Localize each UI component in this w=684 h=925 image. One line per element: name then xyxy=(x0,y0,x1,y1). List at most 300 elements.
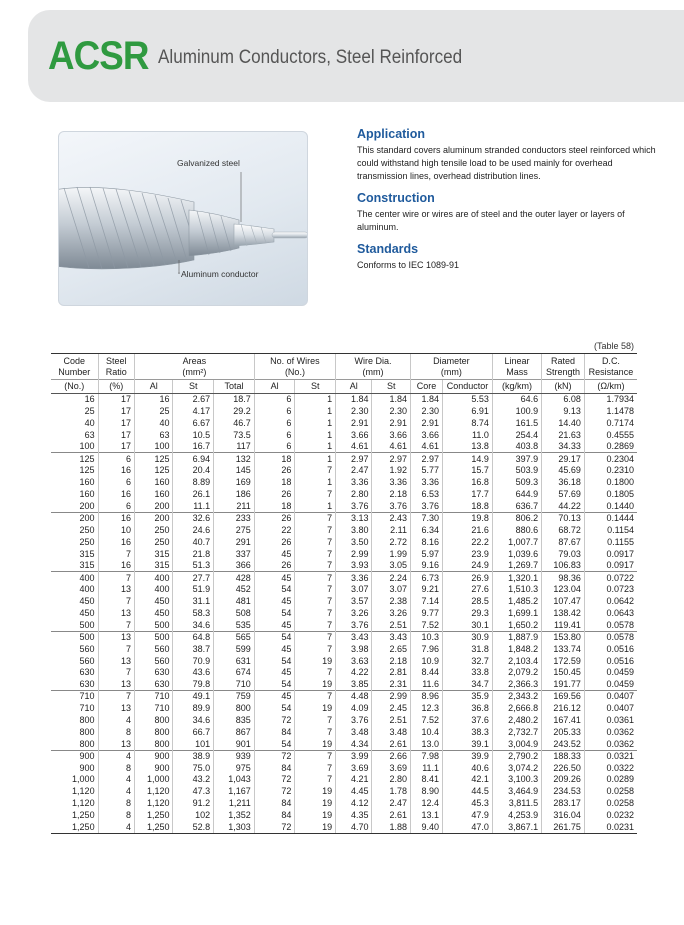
table-cell: 7 xyxy=(295,667,336,679)
table-cell: 54 xyxy=(254,679,295,691)
table-cell: 2.99 xyxy=(372,691,411,703)
table-cell: 7.30 xyxy=(410,512,442,524)
table-cell: 51.9 xyxy=(173,584,214,596)
table-cell: 0.1800 xyxy=(584,477,637,489)
table-cell: 133.74 xyxy=(542,643,585,655)
table-cell: 0.0258 xyxy=(584,786,637,798)
table-cell: 1.92 xyxy=(372,465,411,477)
table-cell: 27.6 xyxy=(443,584,493,596)
table-cell: 4 xyxy=(98,822,134,834)
table-cell: 2.80 xyxy=(336,489,372,501)
table-cell: 167.41 xyxy=(542,715,585,727)
table-cell: 3.07 xyxy=(372,584,411,596)
table-cell: 0.1444 xyxy=(584,512,637,524)
table-cell: 87.67 xyxy=(542,536,585,548)
th-steel-ratio: Steel Ratio xyxy=(98,354,134,380)
table-cell: 13 xyxy=(98,631,134,643)
table-cell: 2.61 xyxy=(372,810,411,822)
table-cell: 599 xyxy=(214,643,255,655)
table-cell: 16 xyxy=(98,560,134,572)
table-cell: 7 xyxy=(295,691,336,703)
table-cell: 6.08 xyxy=(542,394,585,406)
table-cell: 45.3 xyxy=(443,798,493,810)
table-cell: 13 xyxy=(98,655,134,667)
table-cell: 26 xyxy=(254,536,295,548)
table-cell: 34.6 xyxy=(173,715,214,727)
table-cell: 17 xyxy=(98,441,134,453)
table-cell: 0.0917 xyxy=(584,548,637,560)
table-cell: 0.4555 xyxy=(584,429,637,441)
table-cell: 0.1154 xyxy=(584,524,637,536)
table-cell: 125 xyxy=(134,453,173,465)
table-cell: 161.5 xyxy=(492,417,541,429)
table-cell: 0.0516 xyxy=(584,655,637,667)
table-cell: 2.18 xyxy=(372,489,411,501)
table-cell: 153.80 xyxy=(542,631,585,643)
table-cell: 42.1 xyxy=(443,774,493,786)
table-cell: 4.45 xyxy=(336,786,372,798)
table-cell: 1,848.2 xyxy=(492,643,541,655)
table-row xyxy=(51,560,637,572)
table-cell: 710 xyxy=(214,679,255,691)
table-cell: 34.6 xyxy=(173,619,214,631)
table-cell: 0.2310 xyxy=(584,465,637,477)
table-cell: 2,366.3 xyxy=(492,679,541,691)
table-cell: 6 xyxy=(254,394,295,406)
table-cell: 79.8 xyxy=(173,679,214,691)
table-cell: 8.44 xyxy=(410,667,442,679)
table-cell: 38.7 xyxy=(173,643,214,655)
table-cell: 3.69 xyxy=(336,762,372,774)
table-cell: 101 xyxy=(173,738,214,750)
table-cell: 1.84 xyxy=(372,394,411,406)
table-cell: 630 xyxy=(134,667,173,679)
table-cell: 1 xyxy=(295,501,336,513)
table-cell: 45 xyxy=(254,691,295,703)
table-cell: 3.99 xyxy=(336,750,372,762)
table-cell: 7 xyxy=(295,560,336,572)
table-cell: 1,250 xyxy=(72,810,95,821)
table-cell: 7 xyxy=(295,726,336,738)
table-cell: 16 xyxy=(134,394,173,406)
table-cell: 3,004.9 xyxy=(492,738,541,750)
table-cell: 7.52 xyxy=(410,715,442,727)
table-cell: 14.40 xyxy=(542,417,585,429)
table-cell: 43.2 xyxy=(173,774,214,786)
table-cell: 45 xyxy=(254,572,295,584)
table-cell: 2.97 xyxy=(410,453,442,465)
table-cell: 13 xyxy=(98,584,134,596)
table-cell: 26.9 xyxy=(443,572,493,584)
table-cell: 3.76 xyxy=(336,501,372,513)
table-cell: 1.99 xyxy=(372,548,411,560)
table-cell: 1,167 xyxy=(214,786,255,798)
table-row xyxy=(51,726,637,738)
table-cell: 901 xyxy=(214,738,255,750)
table-cell: 1,043 xyxy=(214,774,255,786)
table-cell: 200 xyxy=(79,500,95,511)
table-row xyxy=(51,703,637,715)
table-cell: 9.77 xyxy=(410,608,442,620)
table-cell: 806.2 xyxy=(492,512,541,524)
table-cell: 45 xyxy=(254,667,295,679)
table-cell: 216.12 xyxy=(542,703,585,715)
table-cell: 560 xyxy=(79,643,95,654)
table-cell: 3.26 xyxy=(336,608,372,620)
table-cell: 233 xyxy=(214,512,255,524)
table-cell: 160 xyxy=(134,489,173,501)
table-cell: 13.0 xyxy=(410,738,442,750)
table-row xyxy=(51,596,637,608)
table-cell: 315 xyxy=(134,560,173,572)
table-row xyxy=(51,524,637,536)
table-cell: 0.0232 xyxy=(584,810,637,822)
table-cell: 16 xyxy=(98,489,134,501)
table-cell: 54 xyxy=(254,703,295,715)
table-cell: 70.13 xyxy=(542,512,585,524)
table-cell: 2,079.2 xyxy=(492,667,541,679)
table-cell: 261.75 xyxy=(542,822,585,834)
table-cell: 8.41 xyxy=(410,774,442,786)
table-cell: 4.17 xyxy=(173,405,214,417)
table-cell: 45.69 xyxy=(542,465,585,477)
table-cell: 8 xyxy=(98,798,134,810)
table-cell: 2.91 xyxy=(372,417,411,429)
table-cell: 835 xyxy=(214,715,255,727)
table-cell: 1.88 xyxy=(372,822,411,834)
table-cell: 1,650.2 xyxy=(492,619,541,631)
table-cell: 123.04 xyxy=(542,584,585,596)
table-cell: 40.6 xyxy=(443,762,493,774)
table-cell: 24.9 xyxy=(443,560,493,572)
table-cell: 45 xyxy=(254,548,295,560)
table-cell: 800 xyxy=(134,738,173,750)
table-cell: 211 xyxy=(214,501,255,513)
table-cell: 57.69 xyxy=(542,489,585,501)
table-row xyxy=(51,536,637,548)
table-cell: 291 xyxy=(214,536,255,548)
table-number: (Table 58) xyxy=(593,341,634,351)
table-cell: 32.6 xyxy=(173,512,214,524)
table-cell: 26 xyxy=(254,512,295,524)
table-cell: 8 xyxy=(98,762,134,774)
table-cell: 3.05 xyxy=(372,560,411,572)
table-cell: 7 xyxy=(295,572,336,584)
table-body xyxy=(51,394,637,834)
table-cell: 47.9 xyxy=(443,810,493,822)
table-cell: 500 xyxy=(79,619,95,630)
table-row xyxy=(51,501,637,513)
table-cell: 2.30 xyxy=(410,405,442,417)
table-cell: 209.26 xyxy=(542,774,585,786)
table-cell: 644.9 xyxy=(492,489,541,501)
table-cell: 106.83 xyxy=(542,560,585,572)
table-cell: 1 xyxy=(295,441,336,453)
table-cell: 7 xyxy=(98,619,134,631)
table-cell: 3.66 xyxy=(336,429,372,441)
unit-cell: (kg/km) xyxy=(492,380,541,394)
table-cell: 6.67 xyxy=(173,417,214,429)
table-cell: 1,211 xyxy=(214,798,255,810)
table-cell: 33.8 xyxy=(443,667,493,679)
table-cell: 254.4 xyxy=(492,429,541,441)
table-cell: 17 xyxy=(98,394,134,406)
table-cell: 1,250 xyxy=(134,810,173,822)
unit-cell: Total xyxy=(214,380,255,394)
table-cell: 3.63 xyxy=(336,655,372,667)
table-cell: 3.98 xyxy=(336,643,372,655)
table-cell: 16 xyxy=(98,512,134,524)
table-cell: 19 xyxy=(295,655,336,667)
table-cell: 403.8 xyxy=(492,441,541,453)
table-cell: 45 xyxy=(254,643,295,655)
table-cell: 2.97 xyxy=(336,453,372,465)
table-cell: 84 xyxy=(254,726,295,738)
table-cell: 1.78 xyxy=(372,786,411,798)
info-panel xyxy=(357,127,657,280)
table-cell: 29.2 xyxy=(214,405,255,417)
table-cell: 250 xyxy=(134,536,173,548)
table-cell: 45 xyxy=(254,619,295,631)
table-cell: 107.47 xyxy=(542,596,585,608)
table-cell: 169.56 xyxy=(542,691,585,703)
table-cell: 91.2 xyxy=(173,798,214,810)
table-cell: 3.76 xyxy=(336,619,372,631)
table-cell: 18 xyxy=(254,453,295,465)
table-cell: 3.50 xyxy=(336,536,372,548)
table-cell: 7 xyxy=(295,750,336,762)
table-cell: 0.0258 xyxy=(584,798,637,810)
table-cell: 186 xyxy=(214,489,255,501)
table-cell: 9.40 xyxy=(410,822,442,834)
table-row xyxy=(51,679,637,691)
table-cell: 19 xyxy=(295,786,336,798)
table-cell: 1.1478 xyxy=(584,405,637,417)
label-aluminum-conductor: Aluminum conductor xyxy=(181,269,259,279)
table-cell: 138.42 xyxy=(542,608,585,620)
table-cell: 5.77 xyxy=(410,465,442,477)
application-title: Application xyxy=(357,127,426,141)
table-cell: 2.47 xyxy=(372,798,411,810)
table-cell: 7 xyxy=(98,691,134,703)
table-cell: 9.13 xyxy=(542,405,585,417)
table-row xyxy=(51,738,637,750)
table-cell: 1.84 xyxy=(336,394,372,406)
table-cell: 560 xyxy=(79,655,95,666)
table-row xyxy=(51,417,637,429)
table-cell: 68.72 xyxy=(542,524,585,536)
table-cell: 205.33 xyxy=(542,726,585,738)
table-cell: 4.22 xyxy=(336,667,372,679)
table-cell: 630 xyxy=(79,679,95,690)
table-cell: 52.8 xyxy=(173,822,214,834)
table-cell: 3,811.5 xyxy=(492,798,541,810)
table-cell: 7 xyxy=(295,643,336,655)
table-cell: 23.9 xyxy=(443,548,493,560)
table-cell: 7.98 xyxy=(410,750,442,762)
table-cell: 2.91 xyxy=(410,417,442,429)
construction-text: The center wire or wires are of steel and the outer layer or layers of aluminum. xyxy=(357,209,625,232)
table-cell: 100.9 xyxy=(492,405,541,417)
table-cell: 20.4 xyxy=(173,465,214,477)
table-cell: 10 xyxy=(98,524,134,536)
table-cell: 3.26 xyxy=(372,608,411,620)
unit-cell: Core xyxy=(410,380,442,394)
table-cell: 2.51 xyxy=(372,619,411,631)
table-cell: 508 xyxy=(214,608,255,620)
table-cell: 7 xyxy=(98,572,134,584)
table-cell: 16 xyxy=(51,394,98,406)
table-cell: 18.7 xyxy=(214,394,255,406)
table-cell: 160 xyxy=(79,477,95,488)
construction-title: Construction xyxy=(357,191,435,205)
table-cell: 13 xyxy=(98,608,134,620)
table-row xyxy=(51,548,637,560)
table-cell: 535 xyxy=(214,619,255,631)
table-cell: 0.0459 xyxy=(584,679,637,691)
table-cell: 315 xyxy=(79,548,95,559)
table-cell: 400 xyxy=(134,572,173,584)
table-cell: 0.0642 xyxy=(584,596,637,608)
table-cell: 3.36 xyxy=(336,572,372,584)
table-cell: 4 xyxy=(98,715,134,727)
table-cell: 0.1440 xyxy=(584,501,637,513)
th-no-of-wires: No. of Wires (No.) xyxy=(254,354,335,380)
table-cell: 1 xyxy=(295,453,336,465)
table-cell: 19 xyxy=(295,798,336,810)
table-cell: 4 xyxy=(98,786,134,798)
label-galvanized-steel: Galvanized steel xyxy=(177,158,240,168)
table-cell: 1,699.1 xyxy=(492,608,541,620)
th-dc-resistance: D.C. Resistance xyxy=(584,354,637,380)
table-cell: 800 xyxy=(214,703,255,715)
table-cell: 3.43 xyxy=(336,631,372,643)
table-cell: 0.0723 xyxy=(584,584,637,596)
table-cell: 2.47 xyxy=(336,465,372,477)
table-cell: 867 xyxy=(214,726,255,738)
table-row xyxy=(51,643,637,655)
table-cell: 2,790.2 xyxy=(492,750,541,762)
table-cell: 125 xyxy=(79,465,95,476)
table-row xyxy=(51,750,637,762)
table-cell: 19 xyxy=(295,679,336,691)
table-cell: 1,039.6 xyxy=(492,548,541,560)
table-cell: 3.07 xyxy=(336,584,372,596)
unit-cell: (%) xyxy=(98,380,134,394)
table-cell: 30.9 xyxy=(443,631,493,643)
table-cell: 21.8 xyxy=(173,548,214,560)
table-cell: 0.0917 xyxy=(584,560,637,572)
table-cell: 7.96 xyxy=(410,643,442,655)
table-cell: 710 xyxy=(79,703,95,714)
table-cell: 3.48 xyxy=(372,726,411,738)
table-cell: 7 xyxy=(98,643,134,655)
unit-cell: (Ω/km) xyxy=(584,380,637,394)
table-cell: 452 xyxy=(214,584,255,596)
table-cell: 0.0643 xyxy=(584,608,637,620)
unit-cell: St xyxy=(173,380,214,394)
table-row xyxy=(51,715,637,727)
table-cell: 337 xyxy=(214,548,255,560)
table-cell: 47.0 xyxy=(443,822,493,834)
table-cell: 25 xyxy=(84,405,95,416)
table-cell: 22.2 xyxy=(443,536,493,548)
table-cell: 0.0289 xyxy=(584,774,637,786)
th-code: Code Number xyxy=(51,354,98,380)
table-cell: 2.51 xyxy=(372,715,411,727)
table-cell: 3.80 xyxy=(336,524,372,536)
table-cell: 2.72 xyxy=(372,536,411,548)
table-cell: 28.5 xyxy=(443,596,493,608)
table-row xyxy=(51,655,637,667)
table-cell: 125 xyxy=(134,465,173,477)
table-row xyxy=(51,786,637,798)
table-cell: 1 xyxy=(295,417,336,429)
table-cell: 35.9 xyxy=(443,691,493,703)
table-cell: 34.33 xyxy=(542,441,585,453)
table-cell: 2.30 xyxy=(372,405,411,417)
table-cell: 1.84 xyxy=(410,394,442,406)
table-cell: 46.7 xyxy=(214,417,255,429)
table-cell: 172.59 xyxy=(542,655,585,667)
th-diameter: Diameter (mm) xyxy=(410,354,492,380)
table-cell: 30.1 xyxy=(443,619,493,631)
table-cell: 72 xyxy=(254,715,295,727)
table-cell: 17.7 xyxy=(443,489,493,501)
table-cell: 22 xyxy=(254,524,295,536)
table-row xyxy=(51,608,637,620)
table-cell: 150.45 xyxy=(542,667,585,679)
table-cell: 5.97 xyxy=(410,548,442,560)
table-cell: 7 xyxy=(295,489,336,501)
table-cell: 6.53 xyxy=(410,489,442,501)
table-cell: 1,320.1 xyxy=(492,572,541,584)
table-cell: 2.18 xyxy=(372,655,411,667)
table-cell: 1,352 xyxy=(214,810,255,822)
table-cell: 54 xyxy=(254,738,295,750)
table-cell: 710 xyxy=(134,691,173,703)
table-cell: 4.48 xyxy=(336,691,372,703)
table-cell: 36.18 xyxy=(542,477,585,489)
table-cell: 6.34 xyxy=(410,524,442,536)
table-cell: 6 xyxy=(98,477,134,489)
table-cell: 4.61 xyxy=(410,441,442,453)
table-row xyxy=(51,441,637,453)
table-cell: 3.76 xyxy=(372,501,411,513)
table-cell: 12.4 xyxy=(410,798,442,810)
table-cell: 481 xyxy=(214,596,255,608)
table-cell: 1,510.3 xyxy=(492,584,541,596)
table-cell: 315 xyxy=(79,560,95,571)
table-cell: 2.91 xyxy=(336,417,372,429)
table-cell: 630 xyxy=(134,679,173,691)
table-cell: 16.7 xyxy=(173,441,214,453)
table-cell: 2.67 xyxy=(173,394,214,406)
table-cell: 900 xyxy=(51,750,98,762)
table-cell: 3.69 xyxy=(372,762,411,774)
table-cell: 54 xyxy=(254,584,295,596)
table-cell: 250 xyxy=(79,524,95,535)
table-cell: 630 xyxy=(79,667,95,678)
table-cell: 26 xyxy=(254,560,295,572)
table-cell: 4.61 xyxy=(336,441,372,453)
table-cell: 2,480.2 xyxy=(492,715,541,727)
table-row xyxy=(51,619,637,631)
table-cell: 191.77 xyxy=(542,679,585,691)
table-cell: 79.03 xyxy=(542,548,585,560)
table-cell: 2.99 xyxy=(336,548,372,560)
table-cell: 188.33 xyxy=(542,750,585,762)
